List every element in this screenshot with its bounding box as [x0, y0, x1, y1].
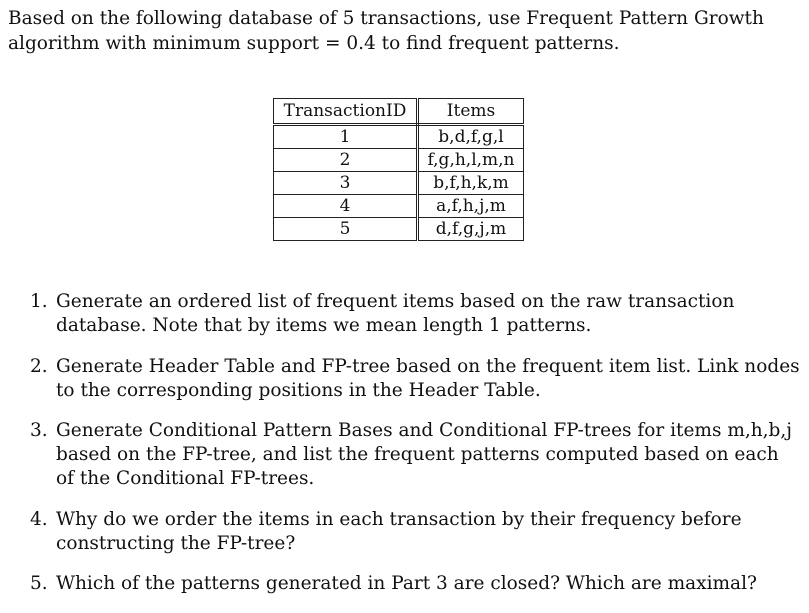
- transaction-id-cell: 1: [274, 125, 418, 149]
- items-cell: b,d,f,g,l: [418, 125, 524, 149]
- items-cell: b,f,h,k,m: [418, 172, 524, 195]
- question-text: Generate Header Table and FP-tree based on the frequent item list. Link nodes to the corresponding positions in the Header Table.: [56, 355, 800, 401]
- question-item: [0, 572, 800, 596]
- table-row: [274, 125, 524, 149]
- transaction-id-cell: 3: [274, 172, 418, 195]
- transactions-table: [273, 98, 524, 241]
- header-items: Items: [418, 99, 524, 125]
- table-row: [274, 218, 524, 241]
- table-row: [274, 195, 524, 218]
- question-number: 1.: [30, 291, 48, 312]
- items-cell: a,f,h,j,m: [418, 195, 524, 218]
- items-cell: d,f,g,j,m: [418, 218, 524, 241]
- question-list: [0, 290, 800, 613]
- transaction-id-cell: 4: [274, 195, 418, 218]
- intro-paragraph: Based on the following database of 5 transactions, use Frequent Pattern Growth algorithm with minimum support = 0.4 to find frequent patterns.: [8, 8, 764, 54]
- question-number: 5.: [30, 573, 48, 594]
- items-cell: f,g,h,l,m,n: [418, 149, 524, 172]
- transaction-id-cell: 5: [274, 218, 418, 241]
- table-row: [274, 149, 524, 172]
- question-number: 2.: [30, 355, 48, 377]
- question-number: 3.: [30, 420, 48, 441]
- header-transaction-id: TransactionID: [274, 99, 418, 125]
- question-text: Generate Conditional Pattern Bases and Conditional FP-trees for items m,h,b,j based on the FP-tree, and list the frequent patterns computed based on each of the Conditional FP-trees.: [56, 420, 793, 489]
- question-item: [0, 290, 800, 338]
- question-item: [0, 355, 800, 403]
- table-header-row: [274, 99, 524, 125]
- question-number: 4.: [30, 508, 48, 530]
- table-row: [274, 172, 524, 195]
- transaction-id-cell: 2: [274, 149, 418, 172]
- question-item: [0, 419, 800, 491]
- question-text: Generate an ordered list of frequent items based on the raw transaction database. Note that by items we mean length 1 patterns.: [56, 291, 735, 336]
- question-text: Which of the patterns generated in Part 3 are closed? Which are maximal?: [56, 573, 757, 594]
- question-text: Why do we order the items in each transaction by their frequency before constructing the FP-tree?: [56, 508, 742, 554]
- question-item: [0, 508, 800, 556]
